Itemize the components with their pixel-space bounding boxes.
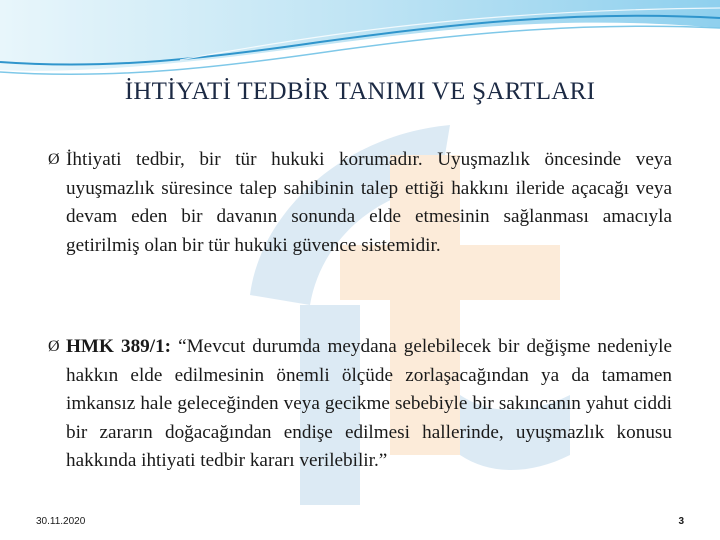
bullet-definition-text: İhtiyati tedbir, bir tür hukuki korumadır. Uyuşmazlık öncesinde veya uyuşmazlık süresince talep sahibinin talep ettiği hakkını ileride açacağı veya devam eden bir davanın sonunda elde etmesinin sağlanması amacıyla getirilmiş olan bir tür hukuki güvence sistemidir. — [66, 149, 672, 256]
bullet-hmk — [48, 333, 672, 476]
bullet-arrow-icon: Ø — [48, 338, 60, 355]
slide-title: İHTİYATİ TEDBİR TANIMI VE ŞARTLARI — [124, 78, 596, 105]
hmk-quote: “Mevcut durumda meydana gelebilecek bir değişme nedeniyle hakkın elde edilmesinin önemli ölçüde zorlaşacağından ya da tamamen imkansız hale geleceğinden veya gecikme sebebiyle bir sakıncanın yahut ciddi bir zararın doğacağından endişe edilmesi hallerinde, uyuşmazlık konusu hakkında ihtiyati tedbir kararı verilebilir.” — [66, 336, 672, 472]
slide-date: 30.11.2020 — [36, 516, 86, 527]
bullet-arrow-icon: Ø — [48, 151, 60, 168]
bullet-definition — [48, 146, 672, 260]
bullet-hmk-text — [48, 333, 672, 476]
hmk-label: HMK 389/1: — [66, 336, 172, 357]
page-number: 3 — [678, 516, 684, 527]
